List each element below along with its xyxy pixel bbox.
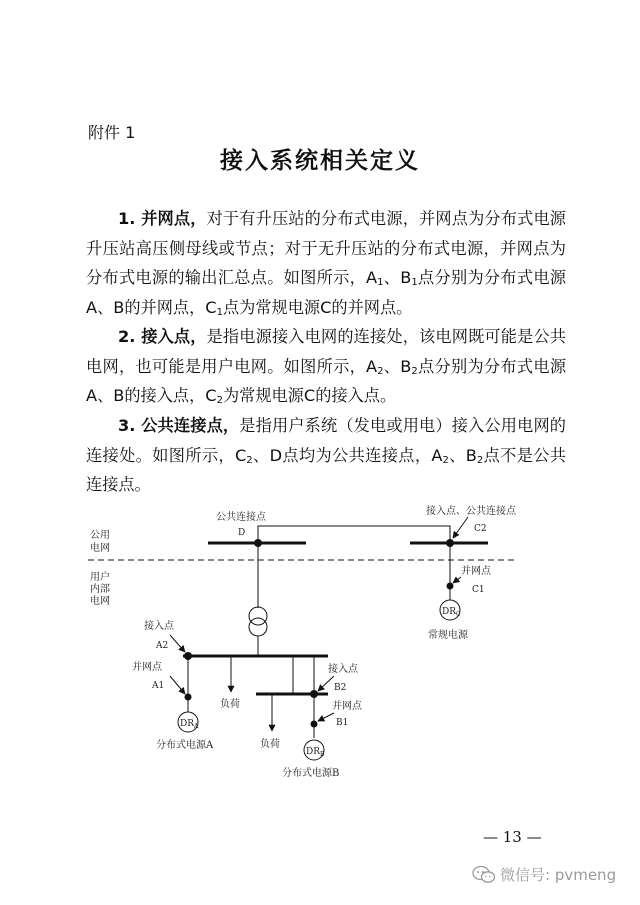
arrow-grid-point-a [170,676,185,694]
paragraph-grid-point: 1. 并网点，对于有升压站的分布式电源，并网点为分布式电源升压站高压侧母线或节点；对于无升压站的分布式电源，并网点为分布式电源的输出汇总点。如图所示，$A_1$、$B_1$点分别为分布式电源A、B的并网点，$C_1$点为常规电源C的并网点。 [86,209,567,318]
label-grid-point-a: 并网点 [132,662,162,673]
attachment-label: 附件 1 [88,123,136,142]
label-B2: B2 [334,683,347,693]
page-number: — 13 — [483,828,542,846]
label-access-pcc: 接入点、公共连接点 [426,506,516,517]
label-grid-point-c: 并网点 [461,566,491,577]
zone-user-label-2: 内部 [90,584,110,595]
wechat-id: 微信号: pvmeng [500,866,617,884]
paragraph-heading: 2. 接入点， [118,327,207,346]
label-C1: C1 [472,585,485,595]
label-access-a: 接入点 [144,621,174,632]
paragraph-heading: 3. 公共连接点， [118,416,240,435]
paragraph-pcc: 3. 公共连接点，是指用户系统（发电或用电）接入公用电网的连接处。如图所示，$C_2$、D点均为公共连接点，$A_2$、$B_2$点不是公共连接点。 [86,416,566,494]
dr-b-label: $DR_B$ [306,747,325,758]
zone-user-label-1: 用户 [90,572,110,583]
wechat-watermark [472,864,616,885]
transformer-winding-top [249,607,267,625]
node-B1 [311,721,318,728]
zone-public-label-2: 电网 [90,543,110,554]
node-A1 [185,694,192,701]
label-pcc: 公共连接点 [216,512,266,523]
arrow-access-a [170,635,185,652]
arrow-grid-point-b [318,713,334,721]
label-D: D [238,528,246,538]
label-dist-b: 分布式电源B [282,768,340,779]
zone-public-label-1: 公用 [90,530,110,541]
label-dist-a: 分布式电源A [156,740,214,751]
label-C2: C2 [474,524,487,534]
transformer-winding-bottom [249,618,267,636]
bus-connection-line [258,526,450,543]
arrow-access-pcc [453,517,468,538]
dr-a-label: $DR_A$ [180,719,199,730]
label-load-2: 负荷 [260,739,280,750]
label-B1: B1 [336,718,349,728]
arrow-access-b [318,676,334,691]
label-conventional: 常规电源 [428,630,468,641]
label-A2: A2 [156,641,169,651]
paragraph-heading: 1. 并网点， [118,209,207,228]
paragraph-access-point: 2. 接入点，是指电源接入电网的连接处，该电网既可能是公共电网，也可能是用户电网。如图所示，$A_2$、$B_2$点分别为分布式电源A、B的接入点，$C_2$为常规电源C的接入点。 [86,327,567,406]
page-title: 接入系统相关定义 [220,148,420,174]
wechat-icon [472,865,496,885]
zone-user-label-3: 电网 [90,596,110,607]
dr-c-label: $DR_C$ [442,607,461,618]
arrow-grid-point-c [453,577,461,583]
label-A1: A1 [152,681,165,691]
connection-diagram [88,500,538,790]
label-load-1: 负荷 [220,699,240,710]
label-access-b: 接入点 [328,664,358,675]
node-C1 [447,583,454,590]
label-grid-point-b: 并网点 [332,701,362,712]
